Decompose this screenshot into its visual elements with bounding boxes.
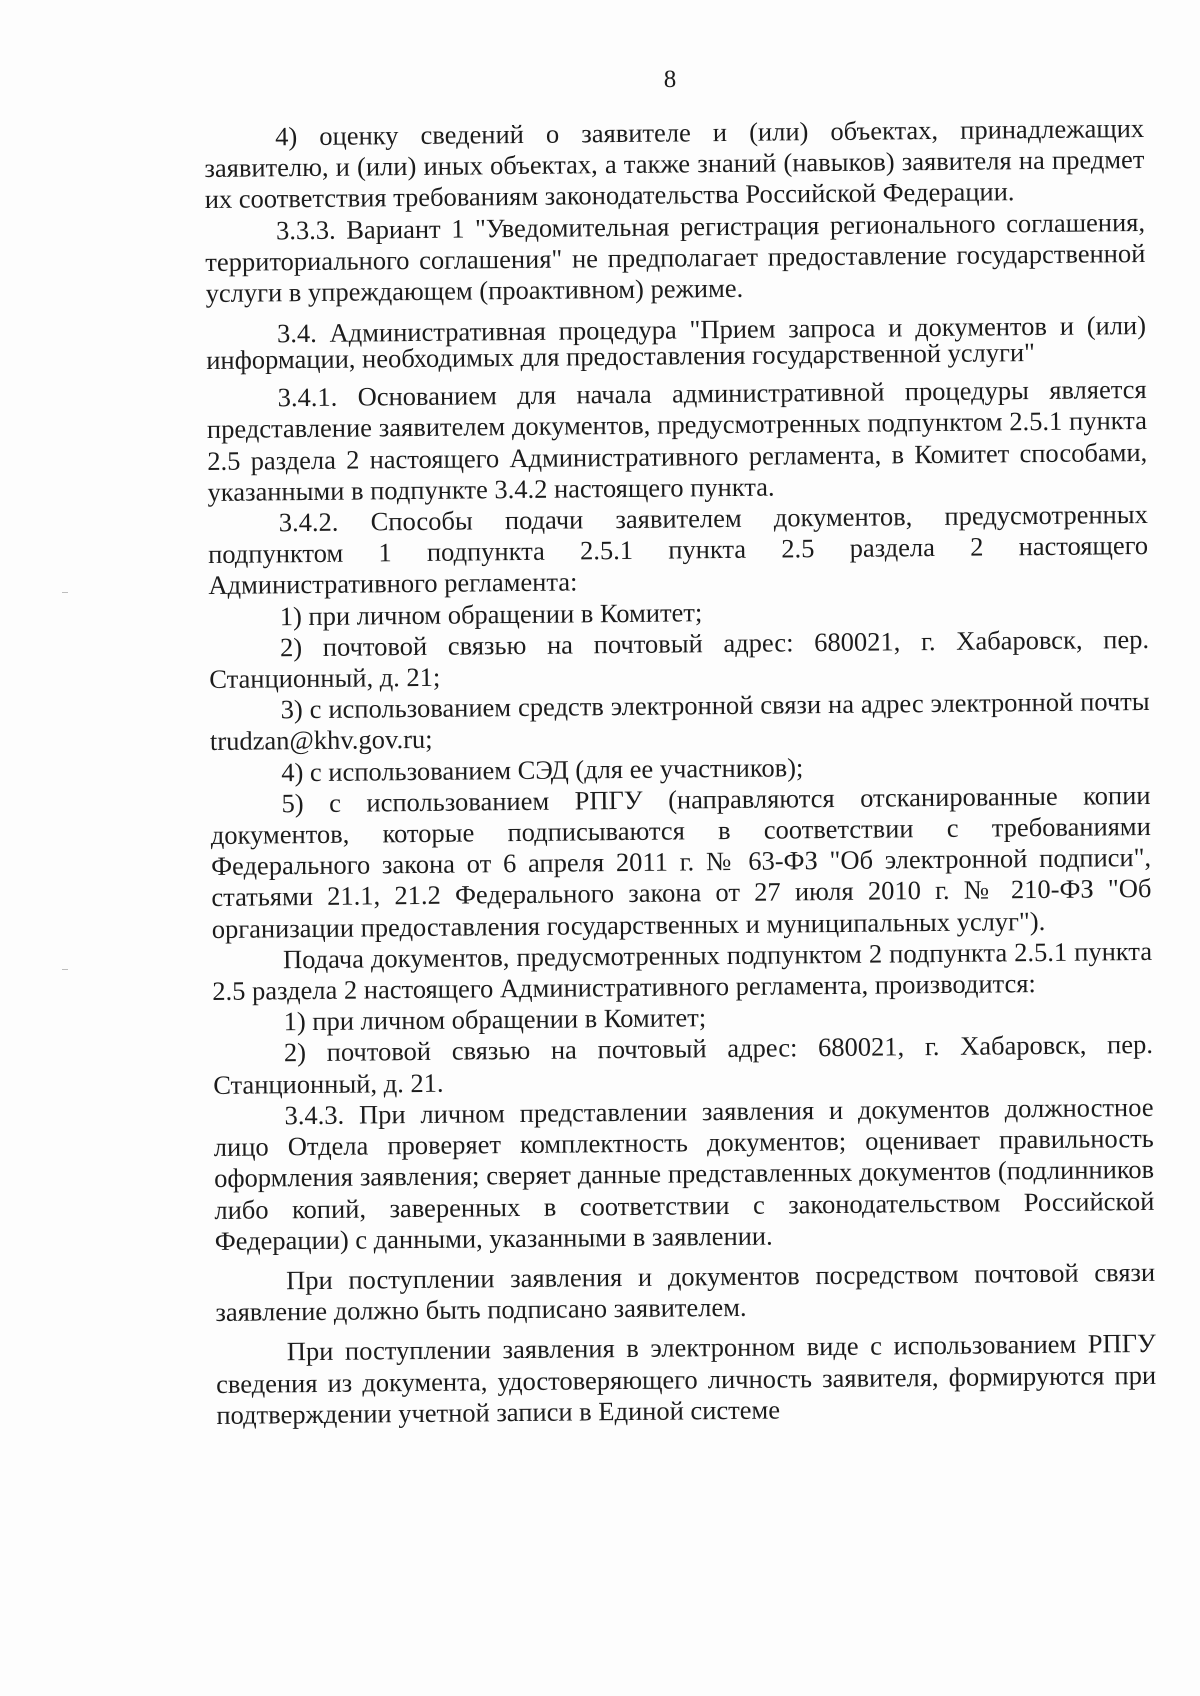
paragraph: 3.3.3. Вариант 1 "Уведомительная регистрация регионального соглашения, территориального соглашения" не предполагает предоставление государственной услуги в упреждающем (проактивном) режиме.	[205, 206, 1146, 309]
list-item: 4) с использованием СЭД (для ее участников);	[281, 751, 804, 787]
paragraph: 3.4.2. Способы подачи заявителем документов, предусмотренных подпунктом 1 подпункта 2.5.1 пункта 2.5 раздела 2 настоящего Административного регламента:	[208, 498, 1149, 601]
list-item: 2) почтовой связью на почтовый адрес: 680021, г. Хабаровск, пер. Станционный, д. 21;	[209, 623, 1150, 695]
paragraph: При поступлении заявления и документов посредством почтовой связи заявление должно быть подписано заявителем.	[215, 1256, 1156, 1328]
paragraph: 3.4.1. Основанием для начала административной процедуры является представление заявителем документов, предусмотренных подпунктом 2.5.1 пункта 2.5 раздела 2 настоящего Административного регламента, в Комитет способами, указанными в подпункте 3.4.2 настоящего пункта.	[206, 374, 1148, 507]
paragraph: При поступлении заявления в электронном виде с использованием РПГУ сведения из документа, удостоверяющего личность заявителя, формируются при подтверждении учетной записи в Единой системе	[215, 1328, 1157, 1430]
margin-mark	[62, 592, 68, 593]
list-item: 3) с использованием средств электронной связи на адрес электронной почты trudzan@khv.gov.ru;	[209, 686, 1150, 757]
list-item: 5) с использованием РПГУ (направляются отсканированные копии документов, которые подписываются в соответствии с требованиями Федерального закона от 6 апреля 2011 г. № 63-ФЗ "Об электронной подписи", статьями 21.1, 21.2 Федерального закона от 27 июля 2010 г. № 210-ФЗ "Об организации предоставления государственных и муниципальных услуг").	[210, 779, 1152, 944]
paragraph: Подача документов, предусмотренных подпунктом 2 подпункта 2.5.1 пункта 2.5 раздела 2 настоящего Административного регламента, производится:	[212, 935, 1153, 1007]
list-item: 2) почтовой связью на почтовый адрес: 680021, г. Хабаровск, пер. Станционный, д. 21.	[213, 1029, 1154, 1100]
paragraph: 4) оценку сведений о заявителе и (или) объектах, принадлежащих заявителю, и (или) иных объектах, а также знаний (навыков) заявителя на предмет их соответствия требованиям законодательства Российской Федерации.	[204, 112, 1145, 215]
document-body	[204, 113, 1157, 1431]
section-heading: 3.4. Административная процедура "Прием запроса и документов и (или) информации, необходимых для предоставления государственной услуги"	[206, 310, 1147, 376]
list-item: 1) при личном обращении в Комитет;	[283, 1002, 707, 1037]
margin-mark	[62, 969, 68, 970]
page-number: 8	[663, 66, 677, 93]
paragraph: 3.4.3. При личном представлении заявления и документов должностное лицо Отдела проверяет комплектность документов; оценивает правильность оформления заявления; сверяет данные представленных документов (подлинников либо копий, заверенных в соответствии с законодательством Российской Федерации) с данными, указанными в заявлении.	[213, 1091, 1155, 1256]
list-item: 1) при личном обращении в Комитет;	[279, 596, 703, 631]
